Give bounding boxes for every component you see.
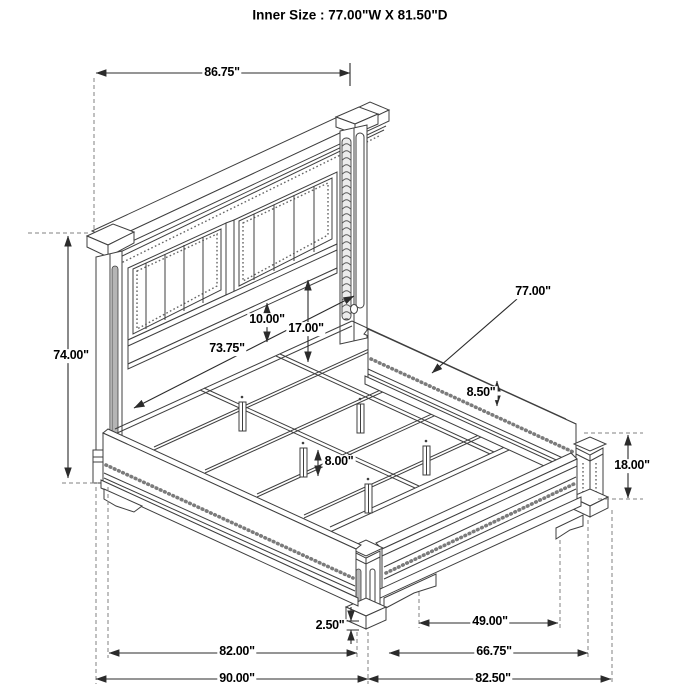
dim-label-foot-base-height: 2.50" [315,618,345,633]
dim-label-headboard-width: 86.75" [204,65,240,80]
dim-label-panel-to-rail: 10.00" [249,312,285,327]
dim-label-panel-to-slat: 17.00" [288,321,324,336]
footboard-bracket-right [556,515,583,539]
dim-label-slat-rail-length: 73.75" [209,341,245,356]
diagram-title: Inner Size : 77.00"W X 81.50"D [252,7,448,23]
dim-label-overall-width: 82.50" [475,671,511,686]
dim-label-overall-length: 90.00" [219,671,255,686]
dim-label-side-rail-height: 18.00" [614,458,650,473]
dim-label-headboard-height: 74.00" [53,348,89,363]
dim-label-rail-board-height: 8.50" [466,385,496,400]
dim-label-frame-length: 82.00" [219,644,255,659]
dim-label-footboard-inner-width: 49.00" [472,614,508,629]
rope-column [342,138,351,320]
dim-label-footboard-width: 66.75" [476,644,512,659]
dim-label-inner-width: 77.00" [515,284,551,299]
bolt-hole [351,305,358,314]
dim-label-support-leg-height: 8.00" [324,454,354,469]
footboard [376,453,583,609]
